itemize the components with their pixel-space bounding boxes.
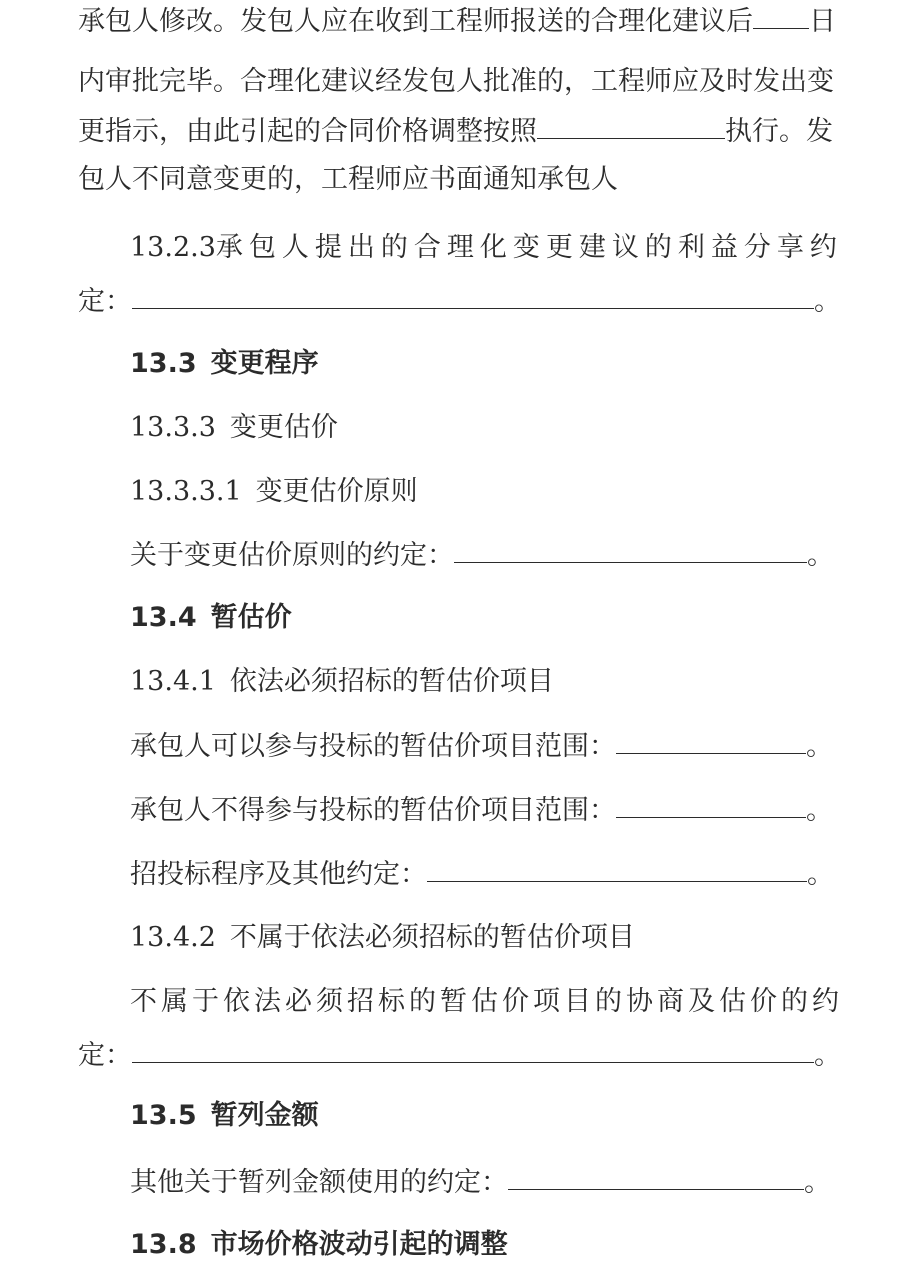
- section-number: 13.4: [130, 602, 197, 633]
- clause-text: 承包人提出的合理化变更建议的利益分享约: [215, 232, 843, 263]
- section-heading-13-5: [130, 1096, 319, 1136]
- clause-number: 13.3.3: [130, 412, 216, 443]
- blank-valuation-principle-field[interactable]: [454, 536, 807, 563]
- clause-13-2-3-field-line: [78, 282, 841, 322]
- clause-13-4-2: [130, 918, 635, 958]
- clause-title: 不属于依法必须招标的暂估价项目: [229, 922, 635, 953]
- section-title: 变更程序: [210, 348, 319, 379]
- clause-number: 13.4.1: [130, 666, 216, 697]
- paragraph-text: 承包人修改。发包人应在收到工程师报送的合理化建议后: [78, 6, 753, 37]
- clause-number: 13.4.2: [130, 922, 216, 953]
- paragraph-line-1: [78, 2, 836, 42]
- clause-13-4-1: [130, 662, 554, 702]
- blank-provisional-sum-field[interactable]: [508, 1163, 804, 1190]
- clause-13-4-2-text: [130, 982, 843, 1022]
- paragraph-line-4: [78, 160, 618, 200]
- field-end: 。: [814, 286, 841, 317]
- field-label: 招投标程序及其他约定：: [130, 859, 427, 890]
- section-number: 13.5: [130, 1100, 197, 1131]
- section-title: 暂列金额: [210, 1100, 319, 1131]
- field-end: 。: [806, 795, 833, 826]
- paragraph-text: 更指示，由此引起的合同价格调整按照: [78, 116, 537, 147]
- paragraph-line-3: [78, 112, 833, 152]
- bidding-procedure-field-line: [130, 855, 834, 895]
- clause-title: 变更估价原则: [255, 476, 418, 507]
- blank-bid-scope-forbidden-field[interactable]: [616, 791, 806, 818]
- blank-bidding-procedure-field[interactable]: [427, 855, 807, 882]
- blank-bid-scope-allowed-field[interactable]: [616, 727, 806, 754]
- negotiation-field-line: [78, 1036, 841, 1076]
- clause-13-3-3-1: [130, 472, 418, 512]
- field-label: 定：: [78, 286, 132, 317]
- blank-negotiation-field[interactable]: [132, 1036, 814, 1063]
- blank-benefit-sharing-field[interactable]: [132, 282, 814, 309]
- section-number: 13.8: [130, 1229, 197, 1260]
- field-end: 。: [804, 1167, 831, 1198]
- clause-title: 依法必须招标的暂估价项目: [229, 666, 554, 697]
- provisional-sum-field-line: [130, 1163, 831, 1203]
- field-end: 。: [806, 731, 833, 762]
- clause-13-2-3: [130, 228, 843, 268]
- paragraph-text: 内审批完毕。合理化建议经发包人批准的，工程师应及时发出变: [78, 66, 834, 97]
- clause-text: 不属于依法必须招标的暂估价项目的协商及估价的约: [130, 986, 843, 1017]
- clause-number: 13.2.3: [130, 232, 216, 263]
- field-label: 定：: [78, 1040, 132, 1071]
- field-end: 。: [807, 540, 834, 571]
- bid-scope-forbidden-field-line: [130, 791, 833, 831]
- blank-price-adjustment-field[interactable]: [537, 112, 725, 139]
- field-label: 承包人不得参与投标的暂估价项目范围：: [130, 795, 616, 826]
- field-label: 承包人可以参与投标的暂估价项目范围：: [130, 731, 616, 762]
- field-end: 。: [807, 859, 834, 890]
- section-heading-13-3: [130, 344, 319, 384]
- clause-number: 13.3.3.1: [130, 476, 242, 507]
- section-number: 13.3: [130, 348, 197, 379]
- paragraph-text: 包人不同意变更的，工程师应书面通知承包人: [78, 164, 618, 195]
- section-heading-13-8: [130, 1225, 508, 1265]
- field-label: 其他关于暂列金额使用的约定：: [130, 1167, 508, 1198]
- paragraph-text: 日: [809, 6, 836, 37]
- section-heading-13-4: [130, 598, 292, 638]
- section-title: 市场价格波动引起的调整: [210, 1229, 508, 1260]
- clause-title: 变更估价: [229, 412, 338, 443]
- blank-days-field[interactable]: [753, 2, 809, 29]
- section-title: 暂估价: [210, 602, 292, 633]
- clause-13-3-3: [130, 408, 338, 448]
- field-end: 。: [814, 1040, 841, 1071]
- field-label: 关于变更估价原则的约定：: [130, 540, 454, 571]
- bid-scope-allowed-field-line: [130, 727, 833, 767]
- paragraph-text: 执行。发: [725, 116, 833, 147]
- valuation-principle-field-line: [130, 536, 834, 576]
- paragraph-line-2: [78, 62, 834, 102]
